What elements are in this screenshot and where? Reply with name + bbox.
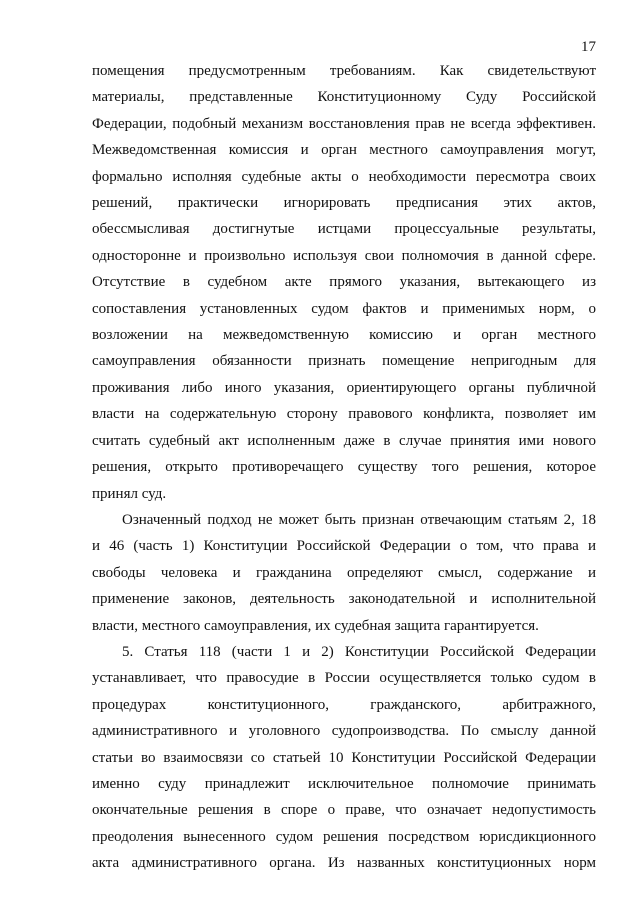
text-line: материалы, представленные Конституционному Суду Российской (92, 89, 596, 106)
paragraph (92, 639, 596, 877)
text-line: власти на содержательную сторону правового конфликта, позволяет им (92, 406, 596, 423)
text-line: решения, открыто противоречащего существу того решения, которое (92, 459, 596, 476)
text-line: односторонне и произвольно используя свои полномочия в данной сфере. (92, 247, 596, 264)
text-line: принял суд. (92, 485, 167, 502)
paragraph (92, 58, 596, 507)
text-line: устанавливает, что правосудие в России осуществляется только судом в (92, 670, 596, 687)
text-line: применение законов, деятельность законодательной и исполнительной (92, 591, 596, 608)
text-line: Межведомственная комиссия и орган местного самоуправления могут, (92, 142, 596, 159)
text-line: именно суду принадлежит исключительное полномочие принимать (92, 775, 596, 792)
text-line: и 46 (часть 1) Конституции Российской Федерации о том, что права и (92, 538, 596, 555)
text-line: самоуправления обязанности признать помещение непригодным для (92, 353, 596, 370)
text-line: проживания либо иного указания, ориентирующего органы публичной (92, 379, 596, 396)
text-line: Означенный подход не может быть признан отвечающим статьям 2, 18 (122, 511, 596, 528)
text-line: власти, местного самоуправления, их судебная защита гарантируется. (92, 617, 539, 634)
text-line: Федерации, подобный механизм восстановления прав не всегда эффективен. (92, 115, 596, 132)
text-line: Отсутствие в судебном акте прямого указания, вытекающего из (92, 274, 596, 291)
text-line: статьи во взаимосвязи со статьей 10 Конституции Российской Федерации (92, 749, 596, 766)
text-line: процедурах конституционного, гражданского, арбитражного, (92, 696, 596, 713)
paragraph (92, 507, 596, 639)
text-line: обессмысливая достигнутые истцами процессуальные результаты, (92, 221, 596, 238)
text-line: окончательные решения в споре о праве, что означает недопустимость (92, 802, 596, 819)
text-line: формально исполняя судебные акты о необходимости пересмотра своих (92, 168, 596, 185)
page-number: 17 (581, 39, 596, 55)
text-line: свободы человека и гражданина определяют смысл, содержание и (92, 564, 596, 581)
text-line: 5. Статья 118 (части 1 и 2) Конституции Российской Федерации (122, 643, 596, 660)
text-line: считать судебный акт исполненным даже в случае принятия ими нового (92, 432, 596, 449)
text-line: возложении на межведомственную комиссию и орган местного (92, 327, 596, 344)
document-body (92, 58, 596, 877)
text-line: помещения предусмотренным требованиям. Как свидетельствуют (92, 63, 596, 79)
text-line: преодоления вынесенного судом решения посредством юрисдикционного (92, 828, 596, 845)
text-line: решений, практически игнорировать предписания этих актов, (92, 195, 596, 212)
text-line: акта административного органа. Из названных конституционных норм (92, 855, 596, 872)
text-line: административного и уголовного судопроизводства. По смыслу данной (92, 723, 596, 740)
text-line: сопоставления установленных судом фактов и применимых норм, о (92, 300, 596, 317)
